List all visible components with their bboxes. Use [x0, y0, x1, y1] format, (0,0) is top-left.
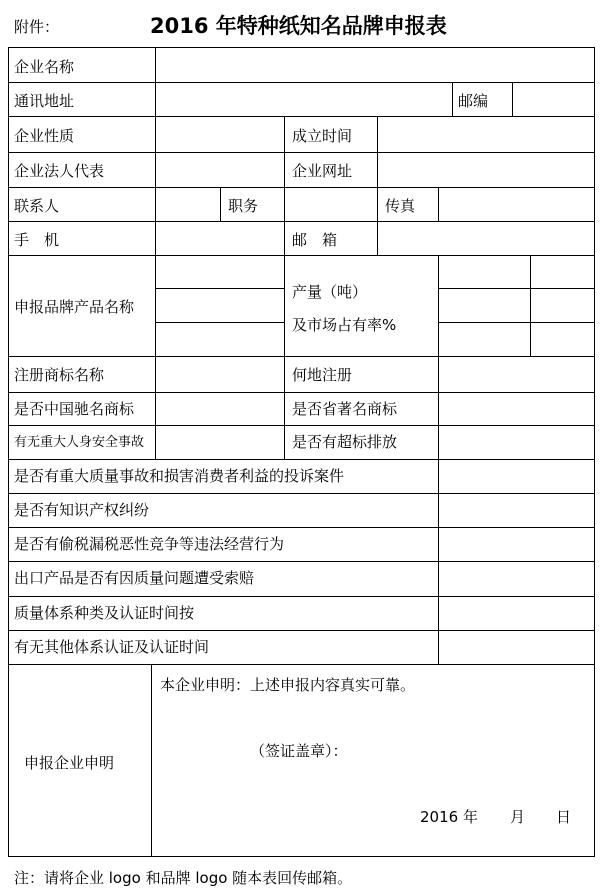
date-year: 2016 年 — [420, 808, 478, 826]
output-label-2: 及市场占有率% — [292, 316, 397, 334]
contact-label: 联系人 — [14, 197, 60, 215]
position-label: 职务 — [228, 197, 259, 215]
address-label: 通讯地址 — [14, 92, 75, 110]
output-label-1: 产量（吨） — [292, 283, 368, 301]
website-label: 企业网址 — [292, 162, 353, 180]
other-systems-label: 有无其他体系认证及认证时间 — [14, 638, 210, 656]
export-claims-label: 出口产品是否有因质量问题遭受索赔 — [14, 569, 255, 587]
provincial-tm-label: 是否省著名商标 — [292, 400, 398, 418]
legal-rep-label: 企业法人代表 — [14, 162, 105, 180]
founded-label: 成立时间 — [292, 127, 353, 145]
ip-disputes-label: 是否有知识产权纠纷 — [14, 501, 150, 519]
company-nature-label: 企业性质 — [14, 127, 75, 145]
safety-accidents-label: 有无重大人身安全事故 — [14, 435, 145, 450]
seal-label: （签证盖章）： — [250, 742, 348, 760]
declaration-label: 申报企业申明 — [24, 754, 115, 772]
postcode-label: 邮编 — [458, 92, 489, 110]
attachment-label: 附件： — [14, 18, 60, 36]
date-month: 月 — [510, 808, 526, 826]
registered-where-label: 何地注册 — [292, 366, 353, 384]
trademark-label: 注册商标名称 — [14, 366, 105, 384]
date-day: 日 — [556, 808, 572, 826]
quality-accidents-label: 是否有重大质量事故和损害消费者利益的投诉案件 — [14, 467, 345, 485]
footer-note: 注：请将企业 logo 和品牌 logo 随本表回传邮箱。 — [14, 869, 353, 887]
brand-products-label: 申报品牌产品名称 — [14, 298, 135, 316]
tax-violations-label: 是否有偷税漏税恶性竞争等违法经营行为 — [14, 535, 285, 553]
mobile-label: 手 机 — [14, 231, 60, 249]
company-name-label: 企业名称 — [14, 58, 75, 76]
china-famous-tm-label: 是否中国驰名商标 — [14, 400, 135, 418]
fax-label: 传真 — [385, 197, 416, 215]
declaration-text: 本企业申明：上述申报内容真实可靠。 — [160, 676, 416, 694]
form-title: 2016 年特种纸知名品牌申报表 — [150, 14, 447, 38]
email-label: 邮 箱 — [292, 231, 338, 249]
quality-system-label: 质量体系种类及认证时间按 — [14, 604, 195, 622]
over-emission-label: 是否有超标排放 — [292, 433, 398, 451]
